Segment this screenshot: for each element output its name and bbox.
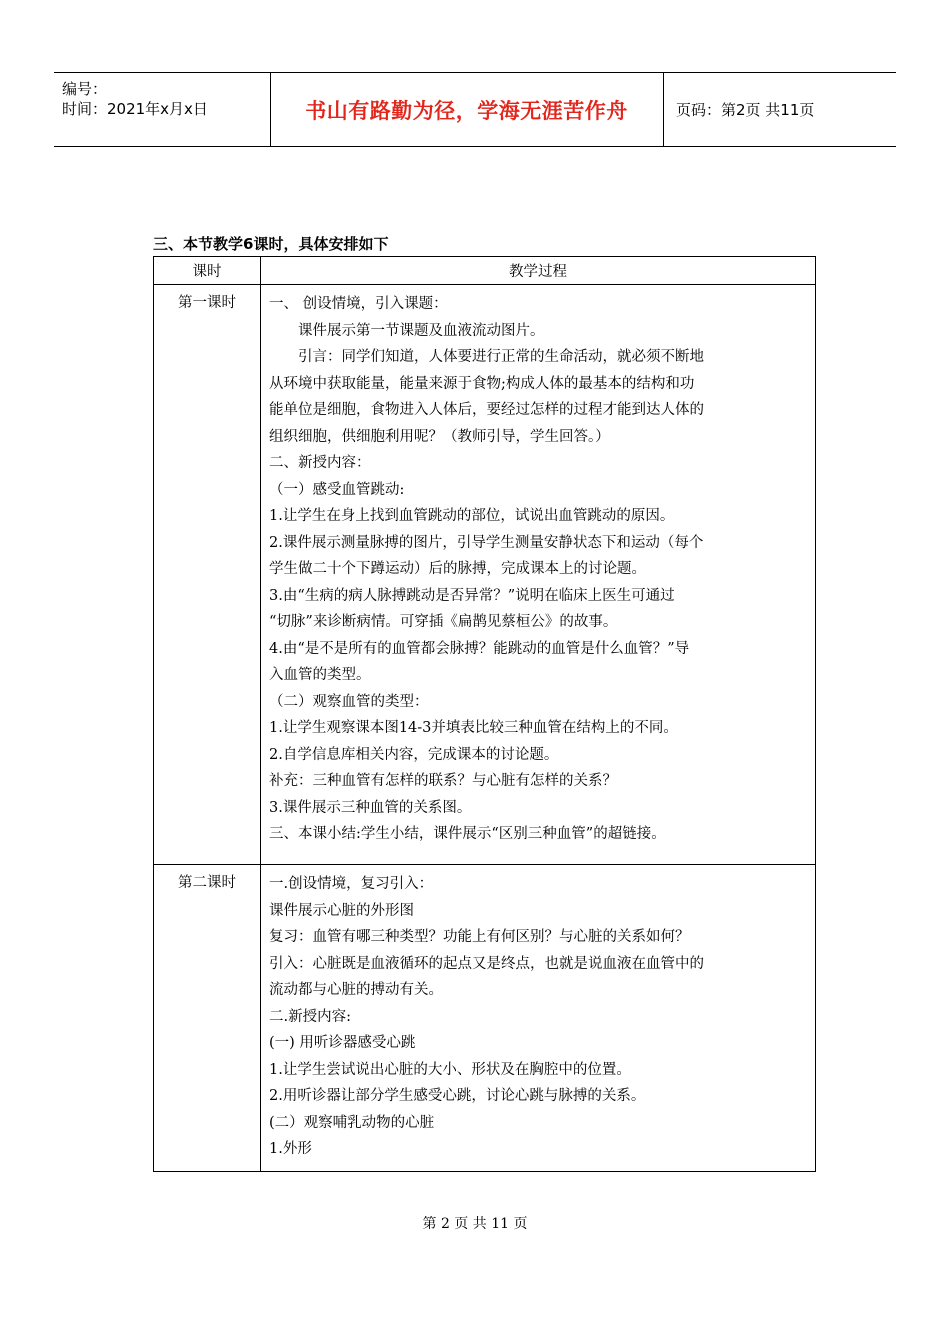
table-header-row bbox=[154, 257, 816, 285]
content-line: “切脉”来诊断病情。可穿插《扁鹊见蔡桓公》的故事。 bbox=[269, 614, 618, 630]
content-line: 组织细胞，供细胞利用呢？（教师引导，学生回答。） bbox=[269, 428, 610, 445]
content-line: (一) 用听诊器感受心跳 bbox=[269, 1035, 416, 1051]
content-line: 4.由“是不是所有的血管都会脉搏？能跳动的血管是什么血管？”导 bbox=[269, 640, 690, 657]
content-line: 二、新授内容： bbox=[269, 455, 371, 471]
lesson-label: 第一课时 bbox=[154, 285, 261, 865]
time-label: 时间：2021年x月x日 bbox=[62, 100, 208, 118]
content-line: 补充：三种血管有怎样的联系？与心脏有怎样的关系？ bbox=[269, 773, 617, 789]
lesson-content bbox=[261, 285, 816, 865]
number-label: 编号： bbox=[62, 80, 108, 98]
table-row bbox=[154, 285, 816, 865]
lesson-content bbox=[261, 865, 816, 1172]
content-line: 1.让学生观察课本图14-3并填表比较三种血管在结构上的不同。 bbox=[269, 720, 678, 736]
content-line: 2.课件展示测量脉搏的图片，引导学生测量安静状态下和运动（每个 bbox=[269, 534, 704, 551]
section-title: 三、本节教学6课时，具体安排如下 bbox=[153, 235, 389, 253]
content-line: 课件展示心脏的外形图 bbox=[269, 902, 414, 919]
content-line: 一.创设情境，复习引入： bbox=[269, 876, 434, 892]
table-row bbox=[154, 865, 816, 1172]
content-line: 1.让学生在身上找到血管跳动的部位，试说出血管跳动的原因。 bbox=[269, 508, 675, 524]
content-line: 1.外形 bbox=[269, 1141, 312, 1157]
content-line: 1.让学生尝试说出心脏的大小、形状及在胸腔中的位置。 bbox=[269, 1061, 631, 1078]
content-line: 复习：血管有哪三种类型？功能上有何区别？与心脏的关系如何？ bbox=[269, 929, 690, 945]
lesson-plan-table bbox=[153, 256, 816, 1172]
col-header-process: 教学过程 bbox=[261, 257, 816, 285]
content-line: 一、 创设情境，引入课题： bbox=[269, 296, 448, 312]
content-line: 课件展示第一节课题及血液流动图片。 bbox=[298, 322, 545, 339]
content-line: 三、本课小结:学生小结，课件展示“区别三种血管”的超链接。 bbox=[269, 826, 666, 842]
content-line: 入血管的类型。 bbox=[269, 667, 371, 683]
content-line: 引言：同学们知道，人体要进行正常的生命活动，就必须不断地 bbox=[298, 349, 704, 365]
header-divider-right bbox=[663, 73, 664, 146]
content-line: 学生做二十个下蹲运动）后的脉搏，完成课本上的讨论题。 bbox=[269, 561, 646, 577]
content-line: 二.新授内容: bbox=[269, 1008, 351, 1025]
content-line: 从环境中获取能量，能量来源于食物;构成人体的最基本的结构和功 bbox=[269, 375, 695, 392]
content-line: 能单位是细胞，食物进入人体后，要经过怎样的过程才能到达人体的 bbox=[269, 402, 704, 418]
content-line: (二）观察哺乳动物的心脏 bbox=[269, 1114, 435, 1131]
page-header bbox=[54, 72, 896, 147]
content-line: 2.用听诊器让部分学生感受心跳，讨论心跳与脉搏的关系。 bbox=[269, 1088, 646, 1104]
content-line: 3.课件展示三种血管的关系图。 bbox=[269, 799, 472, 816]
content-line: 流动都与心脏的搏动有关。 bbox=[269, 982, 443, 998]
content-line: 3.由“生病的病人脉搏跳动是否异常？”说明在临床上医生可通过 bbox=[269, 587, 675, 604]
content-line: 引入：心脏既是血液循环的起点又是终点，也就是说血液在血管中的 bbox=[269, 955, 704, 972]
content-line: （二）观察血管的类型： bbox=[269, 693, 429, 710]
content-line: 2.自学信息库相关内容，完成课本的讨论题。 bbox=[269, 746, 559, 763]
content-line: （一）感受血管跳动: bbox=[269, 481, 405, 498]
header-page-info: 页码：第2页 共11页 bbox=[676, 101, 815, 119]
header-motto: 书山有路勤为径，学海无涯苦作舟 bbox=[305, 98, 628, 123]
lesson-label: 第二课时 bbox=[154, 865, 261, 1172]
header-meta bbox=[62, 79, 272, 119]
page-footer: 第 2 页 共 11 页 bbox=[422, 1216, 528, 1232]
col-header-lesson: 课时 bbox=[154, 257, 261, 285]
